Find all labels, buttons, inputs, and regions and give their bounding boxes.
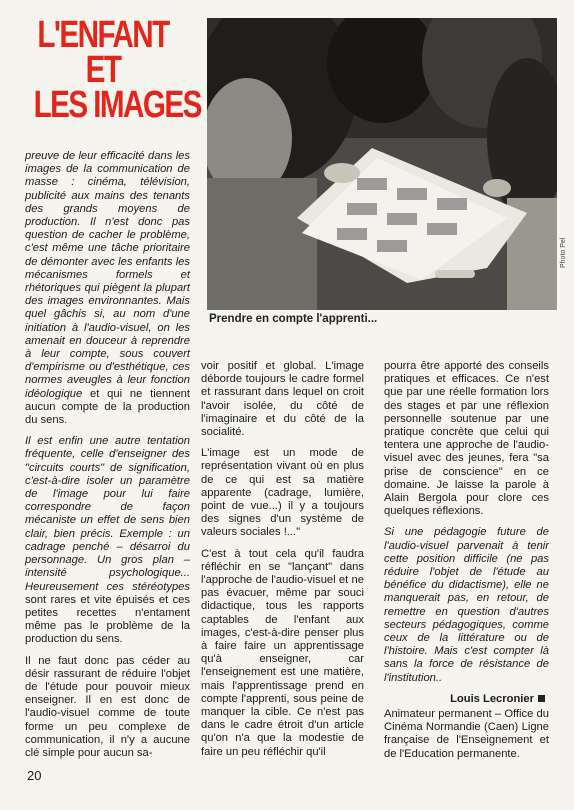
end-square-icon	[538, 695, 545, 702]
article-photo	[207, 18, 557, 310]
column-3	[384, 360, 549, 769]
col2-paragraph-2: L'image est un mode de représentation vivant où en plus de ce qui est sa matière apparente (cadrage, lumière, point de vue...) il y a toujours des signes d'un système de valeurs sociales !..."	[201, 447, 364, 539]
article-title	[33, 14, 201, 126]
col1-paragraph-2	[25, 435, 190, 646]
col1-paragraph-1	[25, 150, 190, 427]
photo-credit: Photo Pel	[560, 237, 567, 268]
author-role: Animateur permanent – Office du Cinéma Normandie (Caen) Ligne française de l'Enseignement et de l'Education permanente.	[384, 708, 549, 760]
title-line-1: L'ENFANT	[37, 14, 169, 56]
title-line-2: ET	[85, 49, 121, 91]
author-signature	[384, 693, 545, 706]
page-number: 20	[27, 768, 42, 783]
col1-p2-italic: Il est enfin une autre tentation fréquente, celle d'enseigner des "circuits courts" de signification, c'est-à-dire isoler un paramètre de l'image pour lui faire correspondre de façon mécaniste un effet de sens bien clair, bien précis. Exemple : un cadrage penché – désarroi du personnage. Un gros plan – intensité psychologique... Heureusement ces stéréotypes	[25, 435, 190, 593]
col3-paragraph-1: pourra être apporté des conseils pratiques et efficaces. Ce n'est que par une réelle formation lors des stages et par une réflexion personnelle soutenue par une pratique concrète que celui qui tentera une approche de l'audio-visuel avec des jeunes, fera "sa prise de conscience" en ce domaine. Je laisse la parole à Alain Bergola pour clore ces quelques réflexions.	[384, 360, 549, 518]
col1-p2-roman: sont rares et vite épuisés et ces petites recettes n'entament même pas le problème de la production du sens.	[25, 593, 190, 646]
photo-illustration	[207, 18, 557, 310]
col1-paragraph-3: Il ne faut donc pas céder au désir rassurant de réduire l'objet de l'étude pour pouvoir mieux enseigner. Il en est donc de l'audio-visuel comme de toute forme un peu complexe de communication, il n'y a aucune clé simple pour aucun sa-	[25, 654, 190, 759]
col3-quote: Si une pédagogie future de l'audio-visuel parvenait à tenir cette position difficile (ne pas réduire l'objet de l'étude au bénéfice du didactisme), elle ne manquerait pas, en retour, de remettre en question d'autres secteurs pédagogiques, comme ceux de la littérature ou de l'histoire. Mais c'est compter là sans la force de résistance de l'institution..	[384, 526, 549, 684]
col1-p1-roman: et qui ne tiennent aucun compte de la production du sens.	[25, 387, 190, 427]
photo-caption: Prendre en compte l'apprenti...	[209, 313, 378, 325]
author-name: Louis Lecronier	[450, 692, 534, 705]
column-2	[201, 360, 364, 767]
column-1	[25, 150, 190, 768]
title-line-3: LES IMAGES	[33, 84, 201, 126]
col2-paragraph-3: C'est à tout cela qu'il faudra réfléchir en se "lançant" dans l'approche de l'audio-visuel et ne pas évacuer, même par souci didactique, tous les rapports captables de l'enfant aux images, c'est-à-dire penser plus à faire faire un apprentissage qu'à enseigner, car l'enseignement est une matière, mais l'apprentissage prend en compte l'apprenti, sous peine de manquer la cible. Ce n'est pas dans le cadre étroit d'un article qu'on n'a que la modestie de faire un peu réfléchir qu'il	[201, 547, 364, 758]
col1-p1-italic: preuve de leur efficacité dans les images de la communication de masse : cinéma, télévision, publicité aux mains des tenants des grands moyens de production. Il n'est donc pas question de cacher le problème, c'est même une tâche prioritaire de démonter avec les enfants les mécanismes formels et rhétoriques qui piègent la plupart des images environnantes. Mais quel gâchis si, au nom d'une initiation à l'audio-visuel, on les amenait en douceur à reprendre à leur compte, sous couvert d'empirisme ou d'esthétique, ces normes aveugles à leur fonction idéologique	[25, 150, 190, 400]
col2-paragraph-1: voir positif et global. L'image déborde toujours le cadre formel et rassurant dans lequel on croit l'avoir isolée, du côté de l'imaginaire et du côté de la socialité.	[201, 360, 364, 439]
